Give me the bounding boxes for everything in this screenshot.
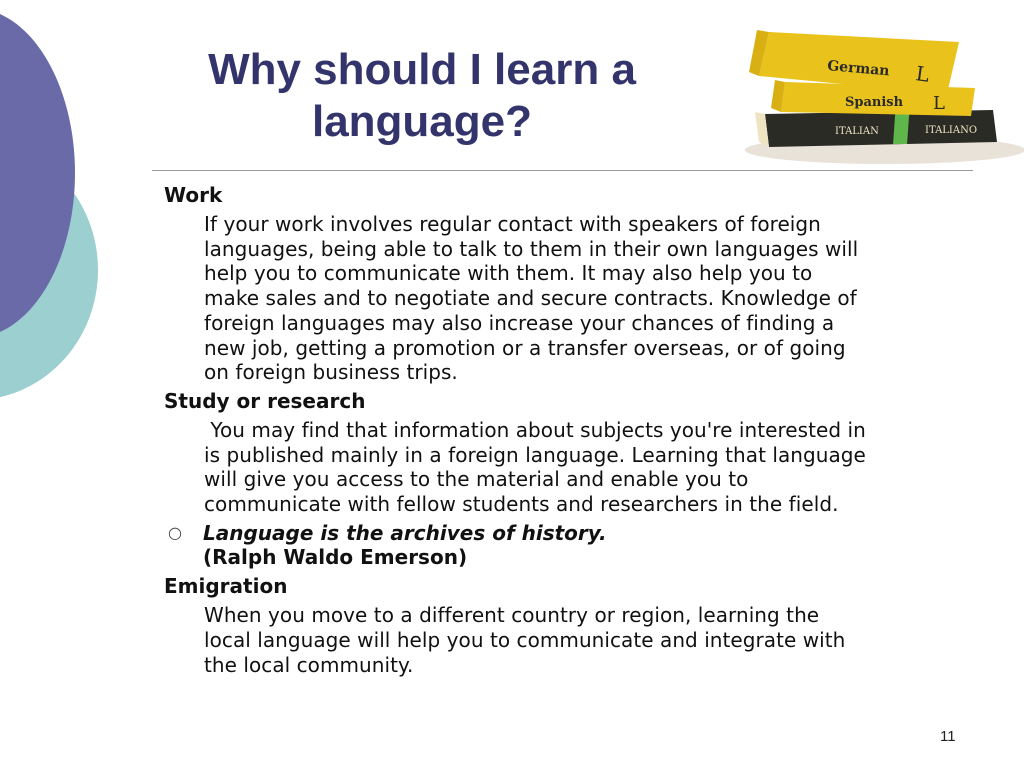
work-line: new job, getting a promotion or a transfer overseas, or of going <box>204 335 846 360</box>
heading-work: Work <box>164 183 223 207</box>
title-line-1: Why should I learn a <box>208 45 636 94</box>
book-label-german: German <box>826 58 891 80</box>
slide-body <box>164 183 974 681</box>
paragraph-study <box>203 418 974 517</box>
work-line: on foreign business trips. <box>204 360 458 385</box>
emigration-line: When you move to a different country or region, learning the <box>204 603 820 628</box>
work-line: languages, being able to talk to them in their own languages will <box>204 236 859 261</box>
work-line: foreign languages may also increase your chances of finding a <box>204 310 835 335</box>
work-line: If your work involves regular contact with speakers of foreign <box>204 212 821 236</box>
svg-text:L: L <box>914 61 931 87</box>
emigration-line: local language will help you to communicate and integrate with <box>204 627 846 652</box>
book-label-italiano: ITALIANO <box>925 125 978 136</box>
quote-text: Language is the archives of history. <box>203 520 607 545</box>
slide-title <box>152 44 692 148</box>
language-books-image <box>735 2 1024 170</box>
svg-text:L: L <box>933 93 945 114</box>
heading-study: Study or research <box>164 388 366 413</box>
title-line-2: language? <box>311 97 533 146</box>
heading-emigration: Emigration <box>164 574 288 599</box>
paragraph-work <box>203 212 974 385</box>
emigration-line: the local community. <box>204 652 414 677</box>
work-line: help you to communicate with them. It may also help you to <box>204 261 813 286</box>
paragraph-emigration <box>203 603 974 677</box>
study-line: is published mainly in a foreign language. Learning that language <box>204 442 866 467</box>
page-number: 11 <box>940 728 956 745</box>
quote-block <box>164 521 974 570</box>
bullet-circle-icon: ○ <box>168 522 182 542</box>
title-divider <box>152 170 973 171</box>
book-label-italian: ITALIAN <box>835 126 879 137</box>
study-line: will give you access to the material and enable you to <box>204 467 749 492</box>
study-line: communicate with fellow students and researchers in the field. <box>204 492 839 517</box>
quote-author: (Ralph Waldo Emerson) <box>203 545 468 570</box>
book-label-spanish: Spanish <box>845 95 904 110</box>
study-line: You may find that information about subjects you're interested in <box>204 417 866 442</box>
work-line: make sales and to negotiate and secure contracts. Knowledge of <box>204 286 857 311</box>
